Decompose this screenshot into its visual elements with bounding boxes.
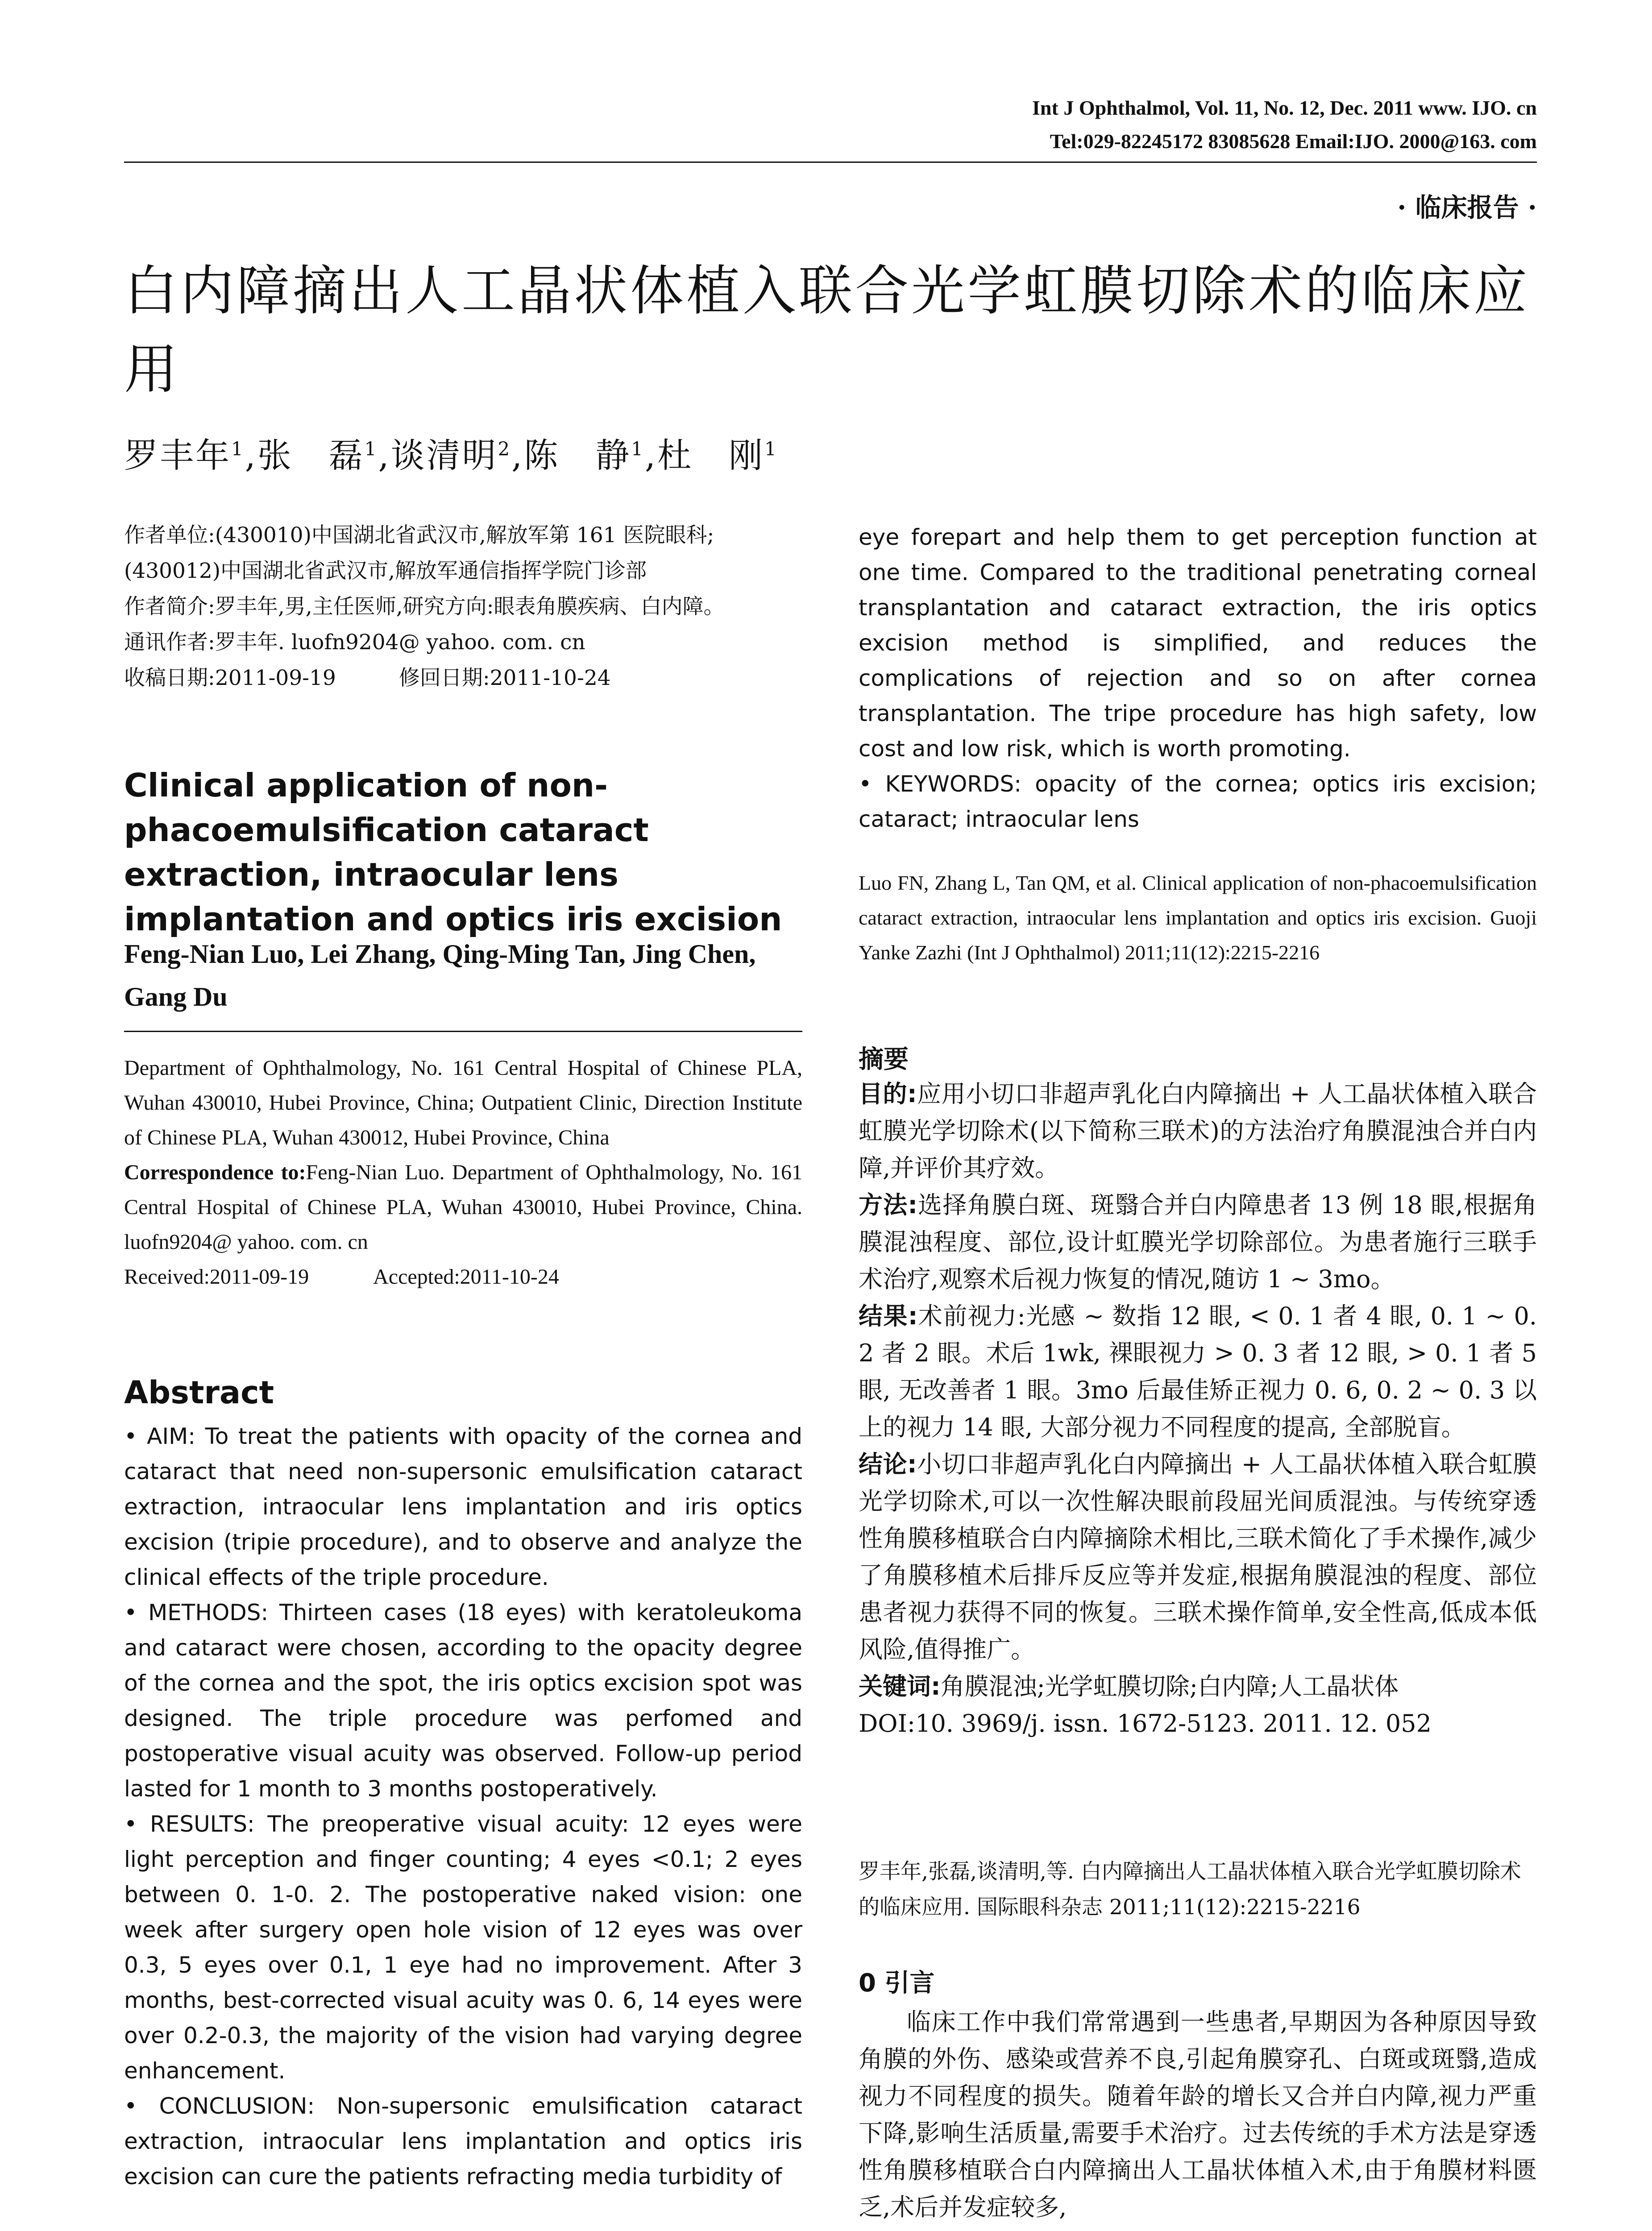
cn-conclusion [859,1446,1537,1668]
intro-heading: 0 引言 [859,1969,935,1998]
cn-conclusion-text: 小切口非超声乳化白内障摘出 + 人工晶状体植入联合虹膜光学切除术,可以一次性解决眼前段屈光间质混浊。与传统穿透性角膜移植联合白内障摘除术相比,三联术简化了手术操作,减少了角膜移植术后排斥反应等并发症,根据角膜混浊的程度、部位患者视力获得不同的恢复。三联术操作简单,安全性高,低成本低风险,值得推广。 [859,1450,1537,1663]
author-sup: 1 [364,438,378,460]
cn-methods [859,1186,1537,1298]
cn-abstract-heading: 摘要 [859,1045,909,1074]
intro-body [859,2003,1537,2226]
article-title-cn: 白内障摘出人工晶状体植入联合光学虹膜切除术的临床应用 [124,260,1530,401]
cn-results-text: 术前视力:光感 ~ 数指 12 眼, < 0. 1 者 4 眼, 0. 1 ~ 0. 2 者 2 眼。术后 1wk, 裸眼视力 > 0. 3 者 12 眼, > 0. 1 者 5 眼, 无改善者 1 眼。3mo 后最佳矫正视力 0. 6, 0. 2 ~ 0. 3 以上的视力 14 眼, 大部分视力不同程度的提高, 全部脱盲。 [859,1302,1537,1441]
affiliation: Department of Ophthalmology, No. 161 Central Hospital of Chinese PLA, Wuhan 430010, Hubei Province, China; Outpatient Clinic, Direction Institute of Chinese PLA, Wuhan 430012, Hubei Province, China [124,1056,802,1149]
author-sup: 1 [631,438,645,460]
abstract-conclusion: • CONCLUSION: Non-supersonic emulsification cataract extraction, intraocular lens implantation and optics iris excision can cure the patients refracting media turbidity of [124,2093,802,2190]
cn-methods-text: 选择角膜白斑、斑翳合并白内障患者 13 例 18 眼,根据角膜混浊程度、部位,设计虹膜光学切除部位。为患者施行三联手术治疗,观察术后视力恢复的情况,随访 1 ~ 3mo。 [859,1191,1537,1293]
en-citation-block [859,866,1537,970]
author-cn: 谈清明 [390,435,498,475]
section-tag: · 临床报告 · [1397,192,1537,223]
cn-aim-label: 目的: [859,1080,917,1108]
cn-aim [859,1075,1537,1186]
cn-results [859,1298,1537,1446]
cn-results-label: 结果: [859,1302,918,1330]
abstract-heading: Abstract [124,1374,274,1411]
journal-header-line1: Int J Ophthalmol, Vol. 11, No. 12, Dec. 2011 www. IJO. cn [1032,96,1537,119]
correspondence [124,1155,802,1260]
abstract-aim: • AIM: To treat the patients with opacity of the cornea and cataract that need non-supersonic emulsification cataract extraction, intraocular lens implantation and iris optics excision (tripie procedure), and to observe and analyze the clinical effects of the triple procedure. [124,1423,802,1590]
correspondence-label: Correspondence to: [124,1161,306,1184]
cn-keywords-label: 关键词: [859,1672,941,1700]
author-info-block [124,518,802,696]
article-title-en: Clinical application of non-phacoemulsification cataract extraction, intraocular lens implantation and optics iris excision [124,767,782,938]
header-rule [124,162,1537,163]
cn-keywords [859,1668,1537,1705]
received-dates: Received:2011-09-19 Accepted:2011-10-24 [124,1265,559,1289]
correspondence-text: Feng-Nian Luo. Department of Ophthalmology, No. 161 Central Hospital of Chinese PLA, Wuhan 430010, Hubei Province, China. luofn9204@ yahoo. com. cn [124,1161,802,1254]
authors-en: Feng-Nian Luo, Lei Zhang, Qing-Ming Tan, Jing Chen, Gang Du [124,939,756,1012]
abstract-methods: • METHODS: Thirteen cases (18 eyes) with keratoleukoma and cataract were chosen, according to the opacity degree of the cornea and the spot, the iris optics excision spot was designed. The triple procedure was perfomed and postoperative visual acuity was observed. Follow-up period lasted for 1 month to 3 months postoperatively. [124,1600,802,1802]
cn-citation: 罗丰年,张磊,谈清明,等. 白内障摘出人工晶状体植入联合光学虹膜切除术的临床应用. 国际眼科杂志 2011;11(12):2215-2216 [859,1859,1521,1920]
abstract-conclusion-cont: eye forepart and help them to get perception function at one time. Compared to the traditional penetrating corneal transplantation and cataract extraction, the iris optics excision method is simplified, and reduces the complications of rejection and so on after cornea transplantation. The tripe procedure has high safety, low cost and low risk, which is worth promoting. [859,524,1537,762]
author-unit: 作者单位:(430010)中国湖北省武汉市,解放军第 161 医院眼科;(430012)中国湖北省武汉市,解放军通信指挥学院门诊部 [124,523,714,583]
abstract-keywords: • KEYWORDS: opacity of the cornea; optics iris excision; cataract; intraocular lens [859,771,1537,832]
intro-paragraph: 临床工作中我们常常遇到一些患者,早期因为各种原因导致角膜的外伤、感染或营养不良,引起角膜穿孔、白斑或斑翳,造成视力不同程度的损失。随着年龄的增长又合并白内障,视力严重下降,影响生活质量,需要手术治疗。过去传统的手术方法是穿透性角膜移植联合白内障摘出人工晶状体植入术,由于角膜材料匮乏,术后并发症较多, [859,2008,1537,2221]
author-sup: 1 [764,438,778,460]
abstract-right [859,520,1537,837]
doi: DOI:10. 3969/j. issn. 1672-5123. 2011. 12. 052 [859,1709,1432,1738]
authors-cn: 罗丰年$^1$,张 磊$^1$,谈清明$^2$,陈 静$^1$,杜 刚$^1$ [124,435,778,475]
author-contact: 通讯作者:罗丰年. luofn9204@ yahoo. com. cn [124,630,585,655]
author-cn: 罗丰年 [124,435,231,475]
author-sup: 2 [498,438,512,460]
author-dates: 收稿日期:2011-09-19 修回日期:2011-10-24 [124,666,611,690]
cn-aim-text: 应用小切口非超声乳化白内障摘出 + 人工晶状体植入联合虹膜光学切除术(以下简称三联术)的方法治疗角膜混浊合并白内障,并评价其疗效。 [859,1080,1537,1182]
cn-conclusion-label: 结论: [859,1450,917,1478]
en-citation: Luo FN, Zhang L, Tan QM, et al. Clinical application of non-phacoemulsification cataract extraction, intraocular lens implantation and optics iris excision. Guoji Yanke Zazhi (Int J Ophthalmol) 2011;11(12):2215-2216 [859,871,1537,964]
affiliation-block [124,1051,802,1294]
author-cn: 陈 静 [524,435,631,475]
abstract-left [124,1419,802,2194]
cn-keywords-text: 角膜混浊;光学虹膜切除;白内障;人工晶状体 [940,1672,1399,1700]
author-bio: 作者简介:罗丰年,男,主任医师,研究方向:眼表角膜疾病、白内障。 [124,594,725,619]
cn-methods-label: 方法: [859,1191,917,1219]
cn-abstract [859,1040,1537,1742]
author-sup: 1 [231,438,245,460]
affiliation-rule [124,1031,802,1032]
abstract-results: • RESULTS: The preoperative visual acuity: 12 eyes were light perception and finger counting; 4 eyes <0.1; 2 eyes between 0. 1-0. 2. The postoperative naked vision: one week after surgery open hole vision of 12 eyes was over 0.3, 5 eyes over 0.1, 1 eye had no improvement. After 3 months, best-corrected visual acuity was 0. 6, 14 eyes were over 0.2-0.3, the majority of the vision had varying degree enhancement. [124,1811,802,2084]
author-cn: 杜 刚 [657,435,765,475]
journal-header-line2: Tel:029-82245172 83085628 Email:IJO. 2000@163. com [1050,130,1537,153]
author-cn: 张 磊 [257,435,365,475]
